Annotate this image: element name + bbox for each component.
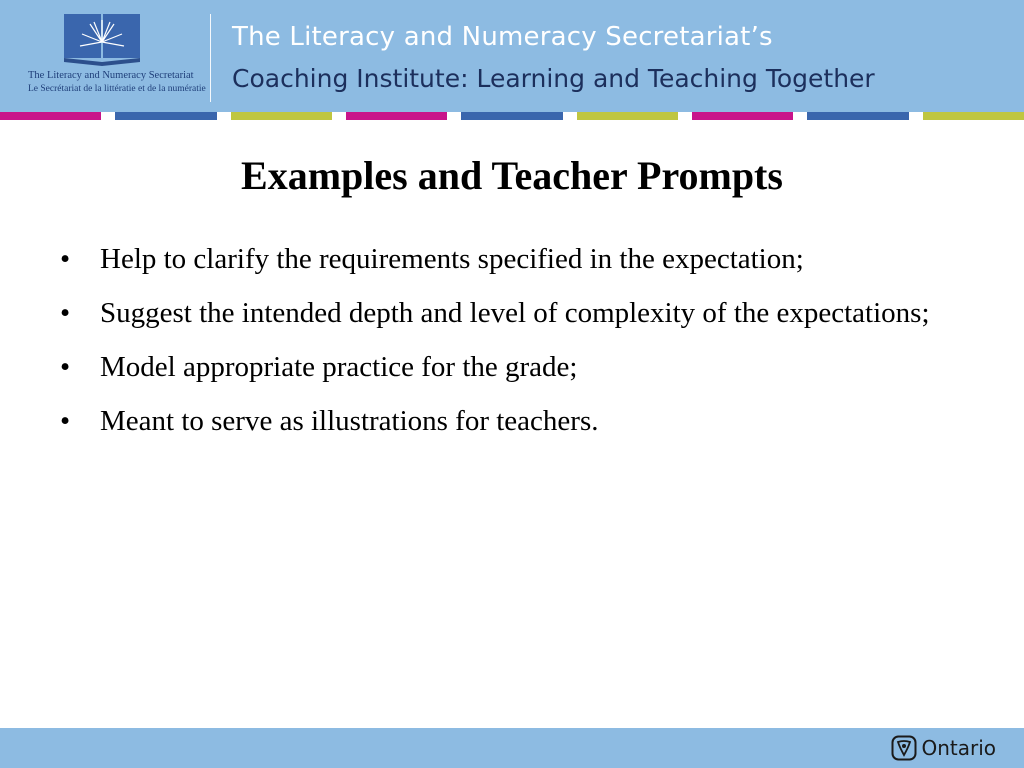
stripe-segment [923, 112, 1024, 120]
stripe-segment [807, 112, 908, 120]
stripe-segment [0, 112, 101, 120]
bullet-list [56, 238, 956, 454]
stripe-segment [346, 112, 447, 120]
footer-banner [0, 728, 1024, 768]
open-book-icon [62, 12, 142, 66]
ontario-wordmark: Ontario [921, 736, 996, 760]
bullet-item [56, 346, 956, 388]
slide-title: Examples and Teacher Prompts [241, 153, 783, 198]
bullet-symbol: • [60, 297, 71, 329]
stripe-segment [461, 112, 562, 120]
stripe-segment [231, 112, 332, 120]
stripe-segment [692, 112, 793, 120]
logo-text-french: Le Secrétariat de la littératie et de la numératie [28, 84, 206, 94]
bullet-symbol: • [60, 405, 71, 437]
header-title-line1: The Literacy and Numeracy Secretariat’s [232, 22, 773, 52]
secretariat-logo [0, 0, 210, 112]
header-title-line2: Coaching Institute: Learning and Teaching Together [232, 64, 875, 93]
ontario-logo [891, 735, 996, 761]
bullet-text: Meant to serve as illustrations for teachers. [100, 405, 599, 437]
color-stripe-bar [0, 112, 1024, 120]
header-banner [0, 0, 1024, 112]
logo-text-english: The Literacy and Numeracy Secretariat [28, 70, 194, 81]
bullet-symbol: • [60, 351, 71, 383]
bullet-item [56, 238, 956, 280]
bullet-text: Suggest the intended depth and level of complexity of the expectations; [100, 297, 930, 329]
stripe-segment [115, 112, 216, 120]
header-divider [210, 14, 211, 102]
ontario-trillium-icon [891, 735, 917, 761]
bullet-text: Help to clarify the requirements specified in the expectation; [100, 243, 804, 275]
bullet-item [56, 292, 956, 334]
bullet-item [56, 400, 956, 442]
bullet-text: Model appropriate practice for the grade; [100, 351, 578, 383]
stripe-segment [577, 112, 678, 120]
bullet-symbol: • [60, 243, 71, 275]
